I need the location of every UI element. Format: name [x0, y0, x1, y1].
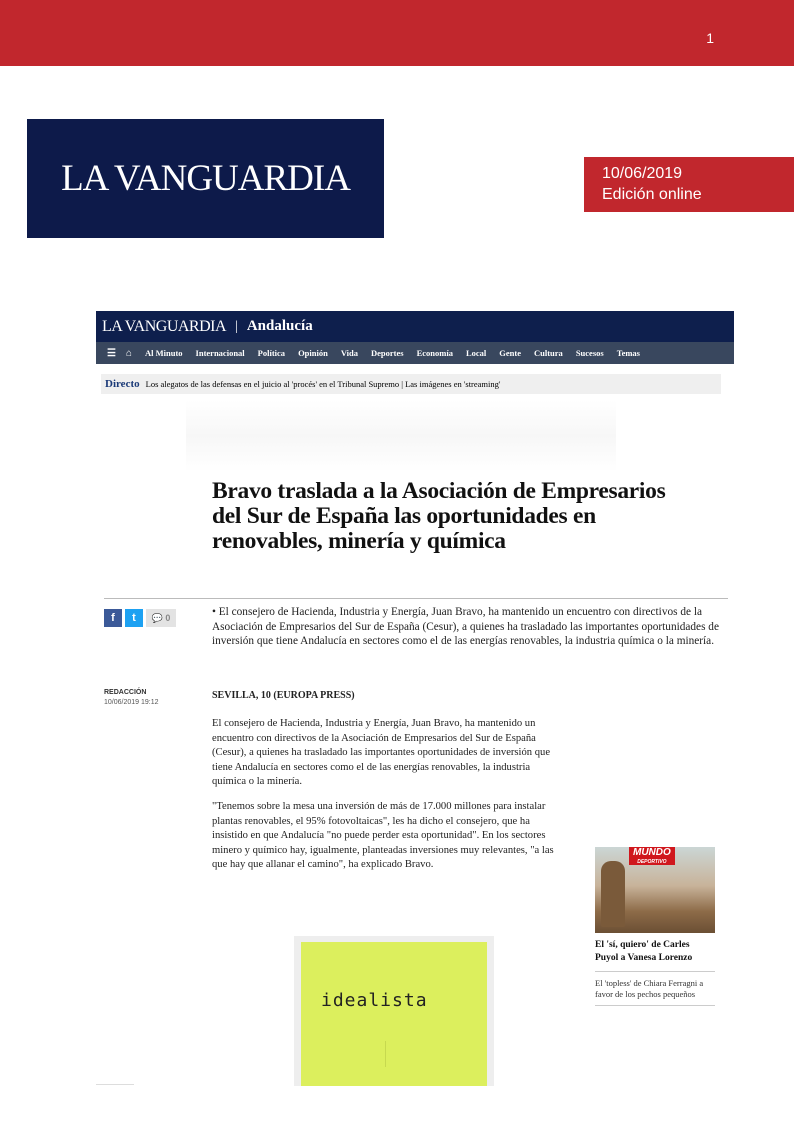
nav-item[interactable]: Opinión	[298, 348, 328, 358]
directo-bar[interactable]	[101, 374, 721, 394]
article-lead: • El consejero de Hacienda, Industria y Energía, Juan Bravo, ha mantenido un encuentro con directivos de la Asociación de Empresarios del Sur de España (Cesur), a quienes ha trasladado las importantes oportunidades de inversión que tiene Andalucía en sectores como el de las energías renovables, la industria química o la minería.	[212, 606, 719, 647]
page-number: 1	[706, 30, 714, 46]
sidebar-promo	[595, 847, 715, 1006]
ad-banner[interactable]	[301, 942, 487, 1086]
tree-shape	[601, 861, 625, 927]
nav-item[interactable]: Cultura	[534, 348, 563, 358]
directo-tag: Directo	[105, 378, 140, 390]
facebook-icon[interactable]: f	[104, 609, 122, 627]
byline-datetime: 10/06/2019 19:12	[104, 699, 159, 706]
footer-rule	[96, 1084, 134, 1085]
nav-item[interactable]: Vida	[340, 348, 359, 358]
top-bar	[0, 0, 794, 66]
comments-count: 0	[165, 613, 171, 623]
main-nav	[96, 342, 734, 364]
advertisement[interactable]	[294, 936, 494, 1086]
nav-item[interactable]: Gente	[499, 348, 521, 358]
byline-author: REDACCIÓN	[104, 689, 147, 696]
masthead-logo	[27, 119, 384, 238]
badge-subtitle: DEPORTIVO	[637, 859, 667, 865]
faded-banner	[186, 400, 616, 472]
section-name[interactable]: Andalucía	[246, 318, 313, 334]
nav-item[interactable]: Sucesos	[575, 348, 604, 358]
promo-badge	[629, 847, 675, 865]
promo-divider-bottom	[595, 1005, 715, 1006]
ad-text: idealista	[321, 990, 428, 1011]
nav-item[interactable]: Al Minuto	[145, 348, 183, 358]
badge-title: MUNDO	[633, 847, 671, 858]
site-header	[96, 311, 734, 342]
twitter-icon[interactable]: t	[125, 609, 143, 627]
comments-button[interactable]: 💬 0	[146, 609, 176, 627]
header-separator: |	[235, 318, 238, 334]
nav-item[interactable]: Economía	[416, 348, 453, 358]
share-buttons	[104, 609, 176, 627]
directo-text[interactable]: Los alegatos de las defensas en el juicio al 'procés' en el Tribunal Supremo | Las imágenes en 'streaming'	[145, 379, 501, 389]
ad-divider	[385, 1041, 386, 1067]
promo-divider	[595, 971, 715, 972]
menu-icon[interactable]: ☰	[107, 347, 116, 359]
nav-item[interactable]: Deportes	[371, 348, 404, 358]
body-paragraph: "Tenemos sobre la mesa una inversión de más de 17.000 millones para instalar plantas renovables, el 95% fotovoltaicas", les ha dicho el consejero, que ha insistido en que Andalucía "no puede perder esta oportunidad". En los sectores minero y químico hay, igualmente, planteadas inversiones muy relevantes, "a las que hay que allanar el camino", ha explicado Bravo.	[212, 800, 554, 871]
edition-label: Edición online	[602, 186, 702, 203]
promo-headline[interactable]: El 'sí, quiero' de Carles Puyol a Vanesa Lorenzo	[595, 940, 693, 963]
nav-item[interactable]: Política	[257, 348, 286, 358]
site-brand[interactable]: LA VANGUARDIA	[102, 317, 227, 335]
nav-item[interactable]: Temas	[616, 348, 640, 358]
article-body	[212, 717, 562, 883]
edition-date: 10/06/2019	[602, 165, 683, 182]
home-icon[interactable]: ⌂	[126, 347, 133, 359]
byline	[104, 688, 159, 708]
nav-item[interactable]: Internacional	[195, 348, 245, 358]
promo-image[interactable]	[595, 847, 715, 933]
news-clipping	[96, 311, 734, 1086]
headline-divider	[104, 598, 728, 599]
body-paragraph: El consejero de Hacienda, Industria y Energía, Juan Bravo, ha mantenido un encuentro con directivos de la Asociación de Empresarios del Sur de España (Cesur), a quienes ha trasladado las importantes oportunidades de inversión que tiene Andalucía en sectores como el de las energías renovables, la industria química o la minería.	[212, 718, 551, 788]
nav-item[interactable]: Local	[465, 348, 487, 358]
article-headline: Bravo traslada a la Asociación de Empresarios del Sur de España las oportunidades en renovables, minería y química	[212, 478, 666, 554]
dateline: SEVILLA, 10 (EUROPA PRESS)	[212, 690, 355, 701]
edition-box	[584, 157, 794, 212]
logo-text: LA VANGUARDIA	[61, 158, 350, 199]
promo-secondary[interactable]: El 'topless' de Chiara Ferragni a favor de los pechos pequeños	[595, 978, 704, 999]
